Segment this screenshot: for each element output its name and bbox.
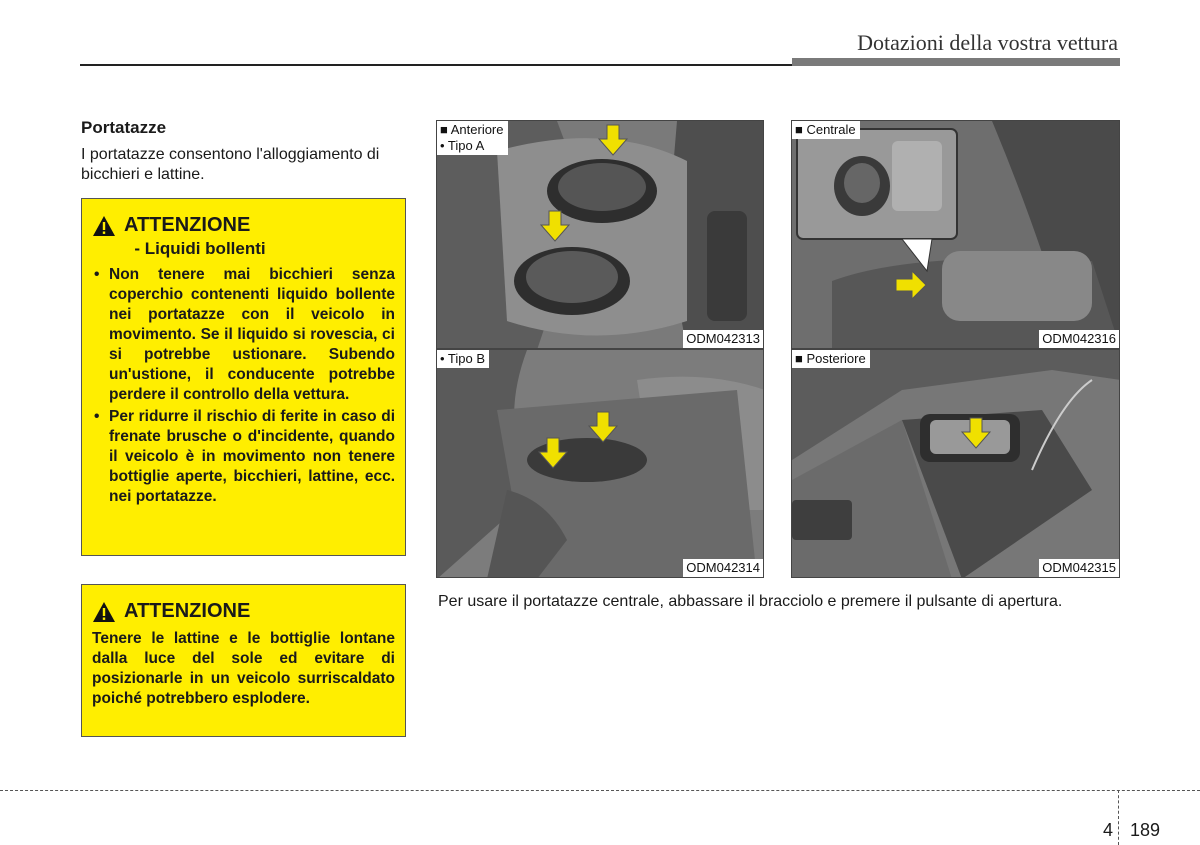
page-header-title: Dotazioni della vostra vettura: [857, 30, 1118, 55]
warning-title: [92, 599, 395, 623]
photo-label: ■ Anteriore • Tipo A: [437, 121, 508, 155]
page-number: [1103, 820, 1160, 841]
photo-rear: [791, 349, 1120, 578]
warning-list: [92, 265, 395, 507]
photo-front-type-a: [436, 120, 764, 349]
cupholder-front-b-image: [437, 350, 764, 578]
warning-triangle-icon: [92, 215, 116, 237]
photo-code: ODM042313: [683, 330, 763, 348]
header-rule: [80, 64, 792, 66]
warning-title: [92, 213, 395, 259]
warning-title-main: ATTENZIONE: [124, 600, 251, 622]
photo-label: ■ Posteriore: [792, 350, 870, 368]
page-number-value: 189: [1130, 820, 1161, 840]
photo-code: ODM042315: [1039, 559, 1119, 577]
cupholder-rear-image: [792, 350, 1120, 578]
photo-front-type-b: [436, 349, 764, 578]
warning-body: Tenere le lattine e le bottiglie lontane dalla luce del sole ed evitare di posizionarle in un veicolo surriscaldato poiché potrebbero esplodere.: [92, 630, 395, 707]
cupholder-front-a-image: [437, 121, 764, 349]
cupholder-center-image: [792, 121, 1120, 349]
warning-item: • Per ridurre il rischio di ferite in caso di frenate brusche o d'incidente, quando il veicolo è in movimento non tenere bottiglie aperte, bicchieri, lattine, ecc. nei portatazze.: [92, 407, 395, 507]
warning-box-sunlight: [81, 584, 406, 737]
warning-title-sub: - Liquidi bollenti: [134, 239, 266, 258]
photo-label: • Tipo B: [437, 350, 489, 368]
warning-triangle-icon: [92, 601, 116, 623]
photo-code: ODM042316: [1039, 330, 1119, 348]
section-heading: Portatazze: [81, 118, 167, 137]
photo-code: ODM042314: [683, 559, 763, 577]
section-intro: I portatazze consentono l'alloggiamento di bicchieri e lattine.: [81, 146, 380, 183]
photo-caption: Per usare il portatazze centrale, abbassare il bracciolo e premere il pulsante di apertura.: [438, 593, 1063, 610]
warning-box-hot-liquids: [81, 198, 406, 556]
footer-dashed-rule: [0, 790, 1200, 791]
header-rule-accent: [792, 58, 1120, 66]
warning-title-main: ATTENZIONE: [124, 214, 251, 236]
photo-label: ■ Centrale: [792, 121, 860, 139]
warning-item: • Non tenere mai bicchieri senza coperchio contenenti liquido bollente nei portatazze con il veicolo in movimento. Se il liquido si rovescia, ci si potrebbe ustionare. Subendo un'ustione, il conducente potrebbe perdere il controllo della vettura.: [92, 265, 395, 405]
chapter-number: 4: [1103, 820, 1114, 840]
photo-center: [791, 120, 1120, 349]
